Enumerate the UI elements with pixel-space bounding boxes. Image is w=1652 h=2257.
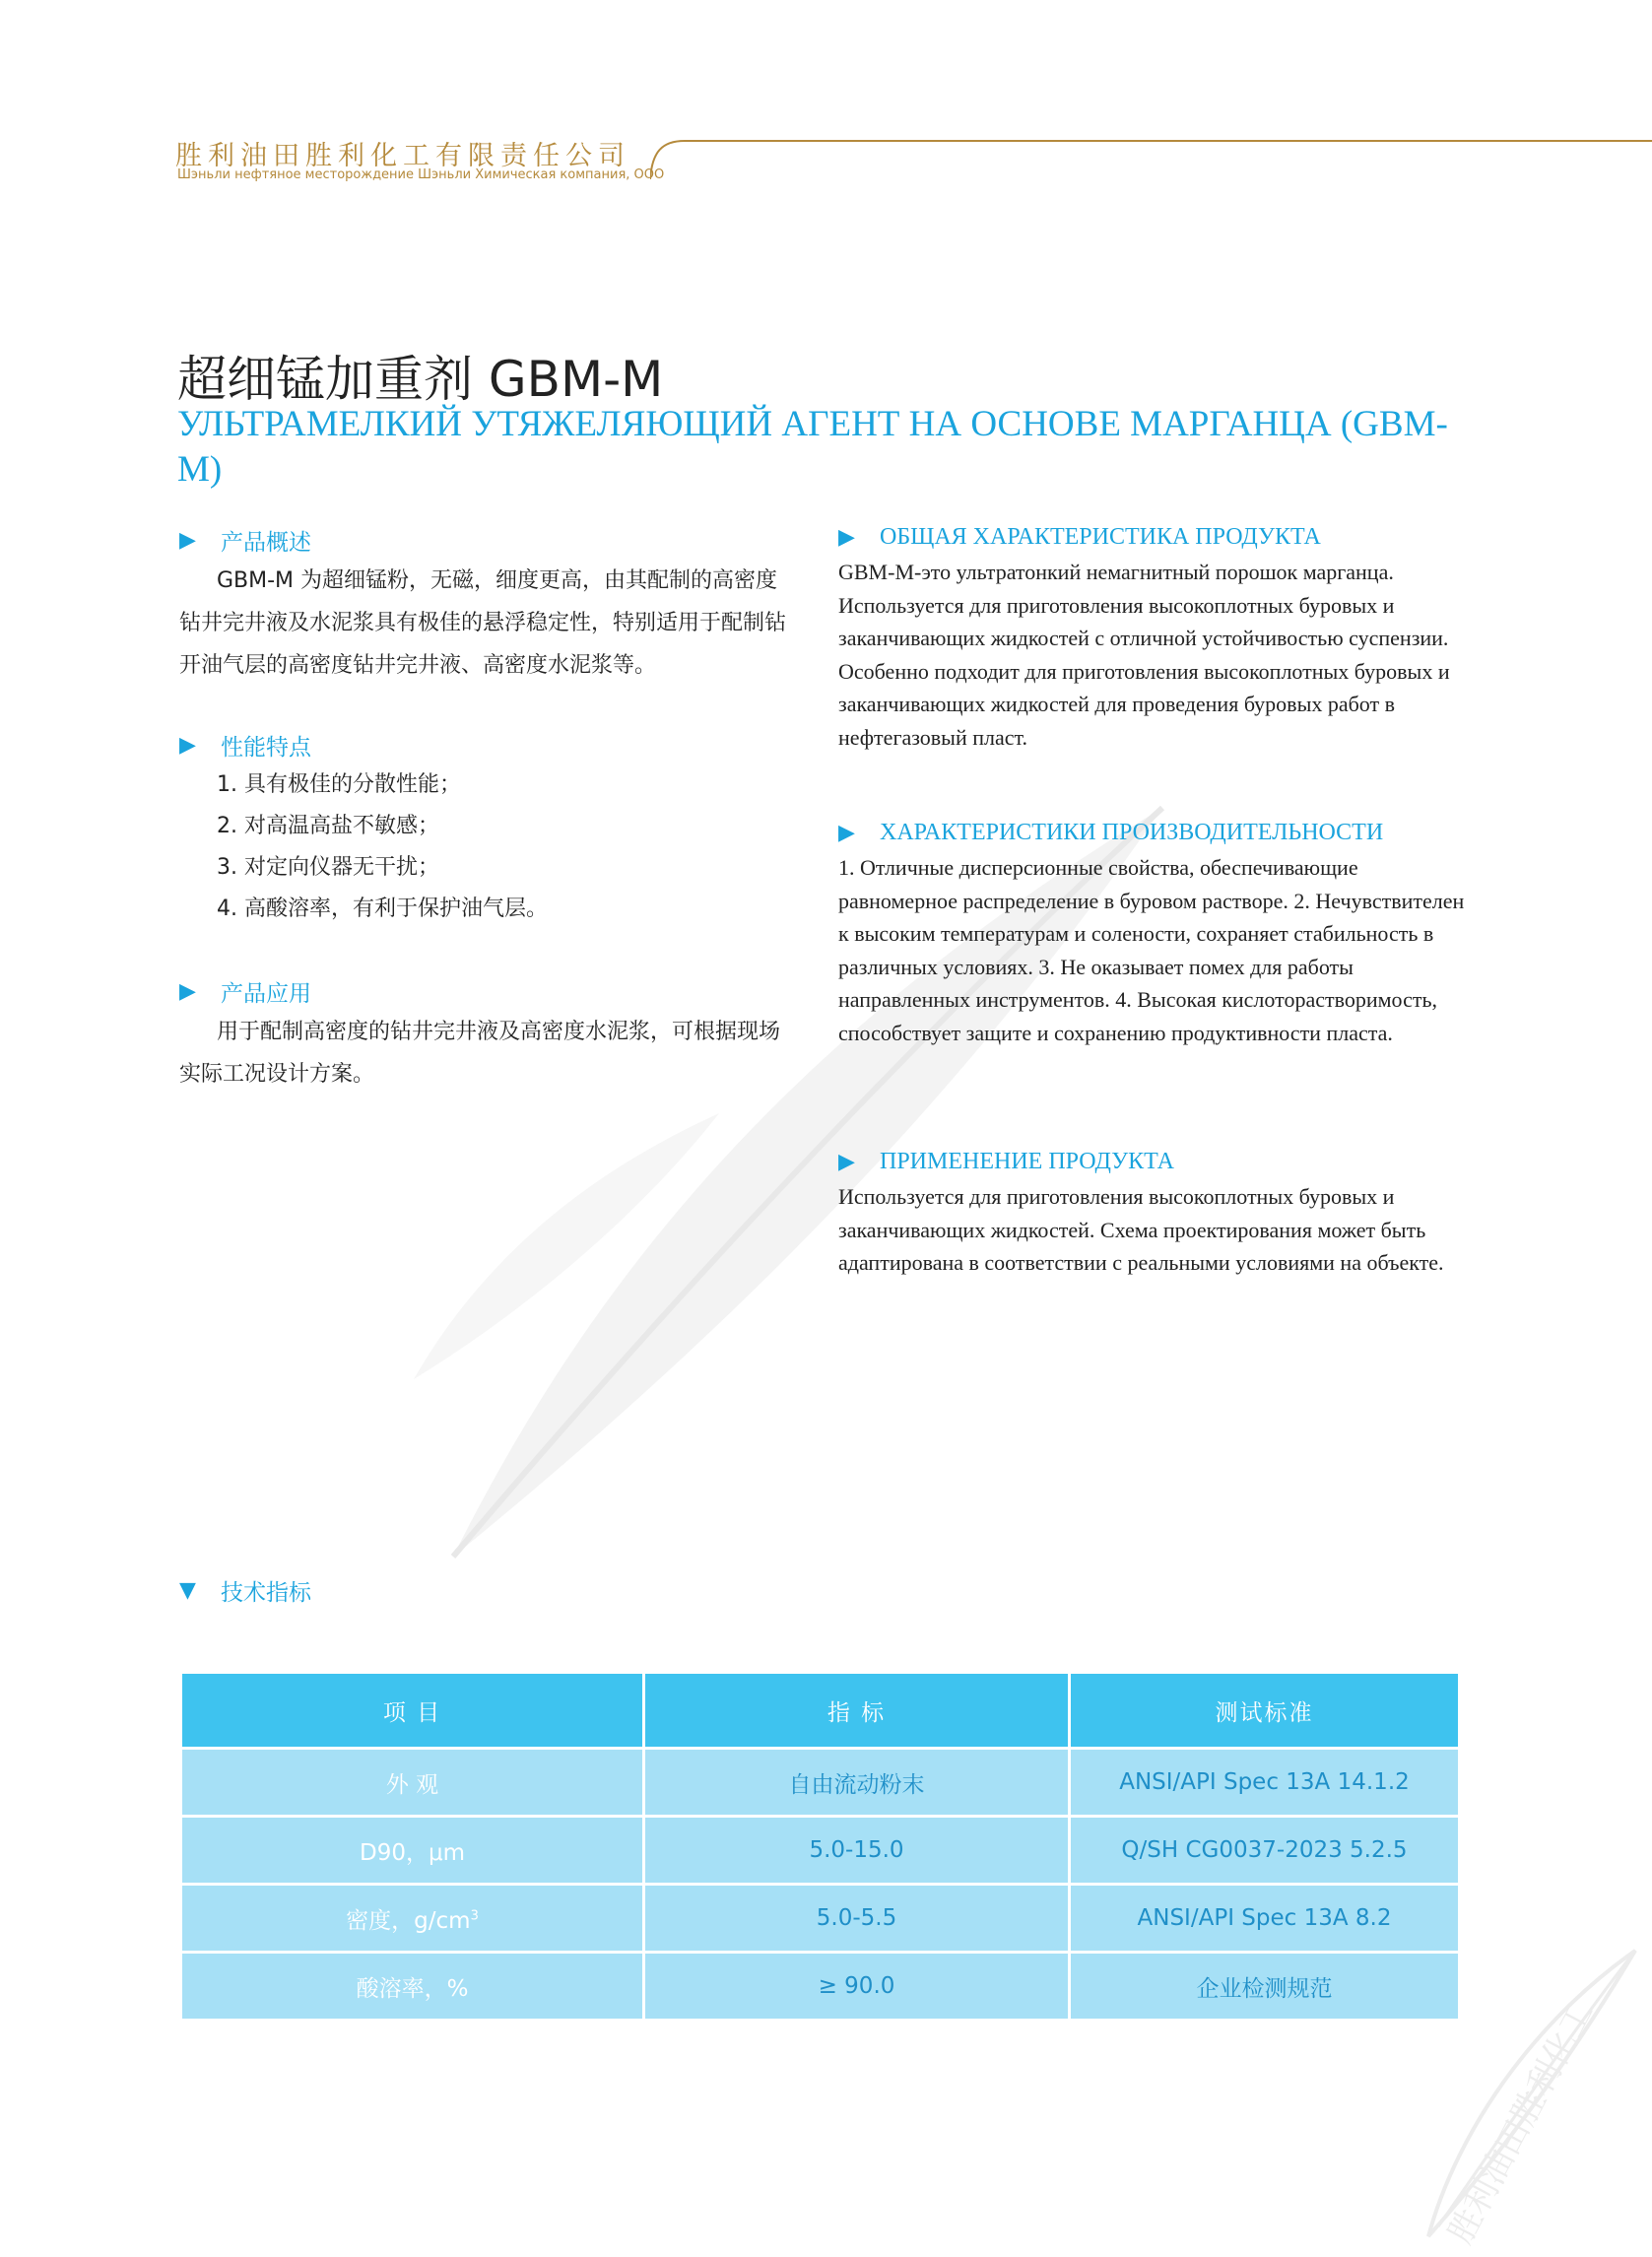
- table-cell-item: 外 观: [181, 1749, 644, 1817]
- product-title-ru: УЛЬТРАМЕЛКИЙ УТЯЖЕЛЯЮЩИЙ АГЕНТ НА ОСНОВЕ МАРГАНЦА (GBM-M): [177, 404, 1448, 490]
- triangle-right-icon: ▶: [179, 733, 196, 758]
- triangle-right-icon: ▶: [838, 1150, 855, 1174]
- table-row: [181, 1749, 1460, 1817]
- overview-text-cn: GBM-M 为超细锰粉，无磁，细度更高，由其配制的高密度钻井完井液及水泥浆具有极佳的悬浮稳定性，特别适用于配制钻开油气层的高密度钻井完井液、高密度水泥浆等。: [179, 568, 787, 678]
- section-heading-overview-ru: ▶ ОБЩАЯ ХАРАКТЕРИСТИКА ПРОДУКТА: [838, 524, 1321, 550]
- column-header: 测试标准: [1070, 1673, 1460, 1749]
- table-header-row: [181, 1673, 1460, 1749]
- list-item: 4. 高酸溶率，有利于保护油气层。: [217, 896, 548, 921]
- product-title-cn: 超细锰加重剂 GBM-M: [177, 351, 664, 408]
- section-heading-features-cn: ▶ 性能特点: [179, 733, 311, 761]
- section-heading-specs: ▼ 技术指标: [179, 1578, 311, 1606]
- table-cell-item: 密度，$g/cm^3$: [181, 1885, 644, 1953]
- company-name-cn: 胜利油田胜利化工有限责任公司: [175, 141, 630, 171]
- table-cell-item: 酸溶率，%: [181, 1953, 644, 2021]
- spec-table: [179, 1671, 1461, 2022]
- table-cell-item: D90，μm: [181, 1817, 644, 1885]
- triangle-right-icon: ▶: [838, 525, 855, 550]
- triangle-right-icon: ▶: [838, 821, 855, 845]
- triangle-right-icon: ▶: [179, 528, 196, 553]
- section-heading-application-ru: ▶ ПРИМЕНЕНИЕ ПРОДУКТА: [838, 1149, 1174, 1174]
- section-heading-application-cn: ▶ 产品应用: [179, 979, 311, 1007]
- table-cell-value: 5.0-5.5: [644, 1885, 1070, 1953]
- table-cell-value: ≥ 90.0: [644, 1953, 1070, 2021]
- section-heading-features-ru: ▶ ХАРАКТЕРИСТИКИ ПРОИЗВОДИТЕЛЬНОСТИ: [838, 820, 1384, 845]
- table-cell-standard: ANSI/API Spec 13A 14.1.2: [1070, 1749, 1460, 1817]
- table-cell-standard: 企业检测规范: [1070, 1953, 1460, 2021]
- watermark-text: 胜利油田胜利化工: [1440, 1995, 1602, 2251]
- triangle-down-icon: ▼: [179, 1578, 196, 1603]
- application-text-cn: 用于配制高密度的钻井完井液及高密度水泥浆，可根据现场实际工况设计方案。: [179, 1020, 781, 1087]
- features-list-cn: [217, 764, 548, 930]
- column-header: 项 目: [181, 1673, 644, 1749]
- table-row: [181, 1817, 1460, 1885]
- table-cell-standard: ANSI/API Spec 13A 8.2: [1070, 1885, 1460, 1953]
- table-cell-value: 自由流动粉末: [644, 1749, 1070, 1817]
- triangle-right-icon: ▶: [179, 979, 196, 1004]
- table-cell-standard: Q/SH CG0037-2023 5.2.5: [1070, 1817, 1460, 1885]
- table-row: [181, 1953, 1460, 2021]
- section-heading-overview-cn: ▶ 产品概述: [179, 528, 311, 556]
- company-name-ru: Шэньли нефтяное месторождение Шэньли Химическая компания, ООО: [177, 167, 665, 182]
- table-cell-value: 5.0-15.0: [644, 1817, 1070, 1885]
- list-item: 2. 对高温高盐不敏感；: [217, 814, 439, 838]
- features-text-ru: 1. Отличные дисперсионные свойства, обеспечивающие равномерное распределение в буровом растворе. 2. Нечувствителен к высоким температурам и солености, сохраняет стабильность в различных условиях. 3. Не оказывает помех для работы направленных инструментов. 4. Высокая кислоторастворимость, способствует защите и сохранению продуктивности пласта.: [838, 855, 1465, 1045]
- overview-text-ru: GBM-M-это ультратонкий немагнитный порошок марганца. Используется для приготовления высокоплотных буровых и заканчивающих жидкостей с отличной устойчивостью суспензии. Особенно подходит для приготовления высокоплотных буровых и заканчивающих жидкостей для проведения буровых работ в нефтегазовый пласт.: [838, 560, 1450, 750]
- column-header: 指 标: [644, 1673, 1070, 1749]
- header-divider-line: [650, 138, 1652, 179]
- watermark-stamp: [1399, 1931, 1652, 2257]
- application-text-ru: Используется для приготовления высокоплотных буровых и заканчивающих жидкостей. Схема проектирования может быть адаптирована в соответствии с реальными условиями на объекте.: [838, 1184, 1444, 1275]
- list-item: 1. 具有极佳的分散性能；: [217, 772, 461, 797]
- list-item: 3. 对定向仪器无干扰；: [217, 855, 439, 880]
- table-row: [181, 1885, 1460, 1953]
